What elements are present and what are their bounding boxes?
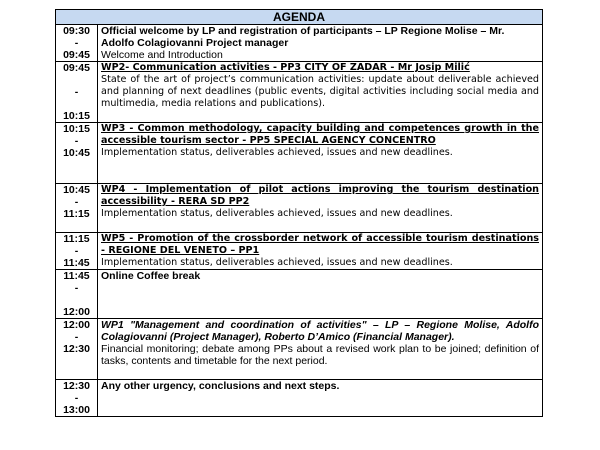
start-time: 09:30: [63, 25, 90, 37]
session-title: Online Coffee break: [101, 270, 201, 282]
session-cell: [98, 319, 543, 380]
time-cell: [56, 270, 98, 319]
time-cell: [56, 233, 98, 270]
session-description: Financial monitoring; debate among PPs about a revised work plan to be joined; definition of tasks, contents and timetable for the next period.: [101, 343, 539, 367]
time-separator: -: [74, 86, 79, 98]
session-cell: [98, 62, 543, 123]
session-cell: [98, 123, 543, 184]
session-title: WP4 - Implementation of pilot actions improving the tourism destination accessibility - RERA SD PP2: [101, 184, 539, 207]
time-separator: -: [74, 37, 79, 49]
agenda-row: [56, 270, 543, 319]
session-title: WP3 - Common methodology, capacity building and competences growth in the accessible tourism sector - PP5 SPECIAL AGENCY CONCENTRO: [101, 123, 539, 146]
agenda-row: [56, 123, 543, 184]
start-time: 09:45: [63, 62, 90, 74]
session-description: Implementation status, deliverables achieved, issues and new deadlines.: [101, 257, 453, 268]
session-cell: [98, 380, 543, 417]
session-cell: [98, 270, 543, 319]
time-separator: -: [74, 392, 79, 404]
time-cell: [56, 62, 98, 123]
start-time: 11:15: [63, 233, 90, 245]
time-cell: [56, 25, 98, 62]
session-cell: [98, 233, 543, 270]
end-time: 12:00: [63, 306, 90, 318]
start-time: 12:30: [63, 380, 90, 392]
session-description: Implementation status, deliverables achieved, issues and new deadlines.: [101, 147, 453, 158]
time-cell: [56, 380, 98, 417]
session-title: Official welcome by LP and registration of participants – LP Regione Molise – Mr. Adolfo Colagiovanni Project manager: [101, 25, 505, 49]
time-separator: -: [74, 196, 79, 208]
session-description: State of the art of project’s communication activities: update about deliverable achieved and planning of next deadlines (public events, digital activities including social media and multimedia, media relations and publications).: [101, 74, 539, 109]
end-time: 11:45: [63, 257, 90, 269]
session-cell: [98, 25, 543, 62]
time-cell: [56, 184, 98, 233]
session-title: WP1 "Management and coordination of activities" – LP – Regione Molise, Adolfo Colagiovanni (Project Manager), Roberto D’Amico (Financial Manager).: [101, 319, 539, 343]
time-separator: -: [74, 245, 79, 257]
session-title: Any other urgency, conclusions and next steps.: [101, 380, 340, 392]
time-cell: [56, 319, 98, 380]
end-time: 11:15: [63, 208, 90, 220]
agenda-row: [56, 233, 543, 270]
agenda-row: [56, 62, 543, 123]
agenda-row: [56, 319, 543, 380]
time-separator: -: [74, 282, 79, 294]
time-separator: -: [74, 331, 79, 343]
session-title: WP2- Communication activities - PP3 CITY OF ZADAR - Mr Josip Milić: [101, 62, 470, 73]
agenda-row: [56, 25, 543, 62]
agenda-row: [56, 184, 543, 233]
start-time: 11:45: [63, 270, 90, 282]
agenda-table: [55, 9, 543, 417]
end-time: 12:30: [63, 343, 90, 355]
time-separator: -: [74, 135, 79, 147]
end-time: 13:00: [63, 404, 90, 416]
start-time: 10:45: [63, 184, 90, 196]
end-time: 09:45: [63, 49, 90, 61]
end-time: 10:45: [63, 147, 90, 159]
session-cell: [98, 184, 543, 233]
session-description: Implementation status, deliverables achieved, issues and new deadlines.: [101, 208, 453, 219]
end-time: 10:15: [63, 110, 90, 122]
time-cell: [56, 123, 98, 184]
session-description: Welcome and Introduction: [101, 49, 223, 61]
agenda-row: [56, 380, 543, 417]
start-time: 12:00: [63, 319, 90, 331]
session-title: WP5 - Promotion of the crossborder network of accessible tourism destinations - REGIONE DEL VENETO – PP1: [101, 233, 539, 256]
agenda-header: AGENDA: [56, 10, 543, 25]
start-time: 10:15: [63, 123, 90, 135]
